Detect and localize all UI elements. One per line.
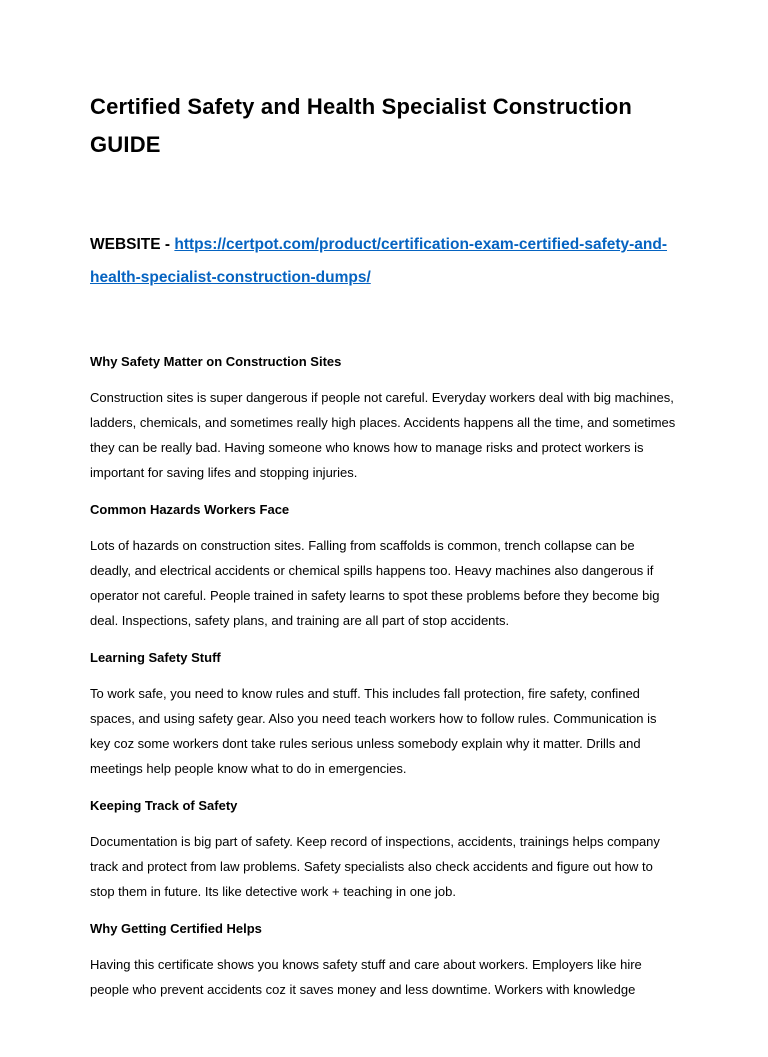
section-paragraph: Lots of hazards on construction sites. Falling from scaffolds is common, trench collapse can be deadly, and electrical accidents or chemical spills happens too. Heavy machines also dangerous if operator not careful. People trained in safety learns to spot these problems before they become big deal. Inspections, safety plans, and training are all part of stop accidents.	[90, 538, 660, 628]
page-title: Certified Safety and Health Specialist Construction GUIDE	[90, 94, 632, 157]
section-heading: Why Getting Certified Helps	[90, 921, 262, 936]
section-keeping-track	[90, 796, 676, 904]
section-paragraph: Having this certificate shows you knows safety stuff and care about workers. Employers like hire people who prevent accidents coz it saves money and less downtime. Workers with knowledge	[90, 957, 642, 997]
section-why-certified	[90, 919, 676, 1002]
section-paragraph: Construction sites is super dangerous if people not careful. Everyday workers deal with big machines, ladders, chemicals, and sometimes really high places. Accidents happens all the time, and sometimes they can be really bad. Having someone who knows how to manage risks and protect workers is important for saving lifes and stopping injuries.	[90, 390, 676, 480]
section-heading: Keeping Track of Safety	[90, 798, 238, 813]
website-label: WEBSITE -	[90, 236, 175, 253]
section-why-safety-matter	[90, 352, 676, 485]
section-heading: Common Hazards Workers Face	[90, 502, 290, 517]
section-paragraph: Documentation is big part of safety. Keep record of inspections, accidents, trainings helps company track and protect from law problems. Safety specialists also check accidents and figure out how to stop them in future. Its like detective work + teaching in one job.	[90, 834, 660, 899]
section-learning-safety	[90, 648, 676, 781]
website-link[interactable]: https://certpot.com/product/certification-exam-certified-safety-and-health-specialist-construction-dumps/	[90, 236, 668, 286]
section-common-hazards	[90, 500, 676, 633]
section-heading: Why Safety Matter on Construction Sites	[90, 354, 342, 369]
section-paragraph: To work safe, you need to know rules and stuff. This includes fall protection, fire safety, confined spaces, and using safety gear. Also you need teach workers how to follow rules. Communication is key coz some workers dont take rules serious unless somebody explain why it matter. Drills and meetings help people know what to do in emergencies.	[90, 686, 657, 776]
website-line	[90, 228, 676, 294]
section-heading: Learning Safety Stuff	[90, 650, 221, 665]
